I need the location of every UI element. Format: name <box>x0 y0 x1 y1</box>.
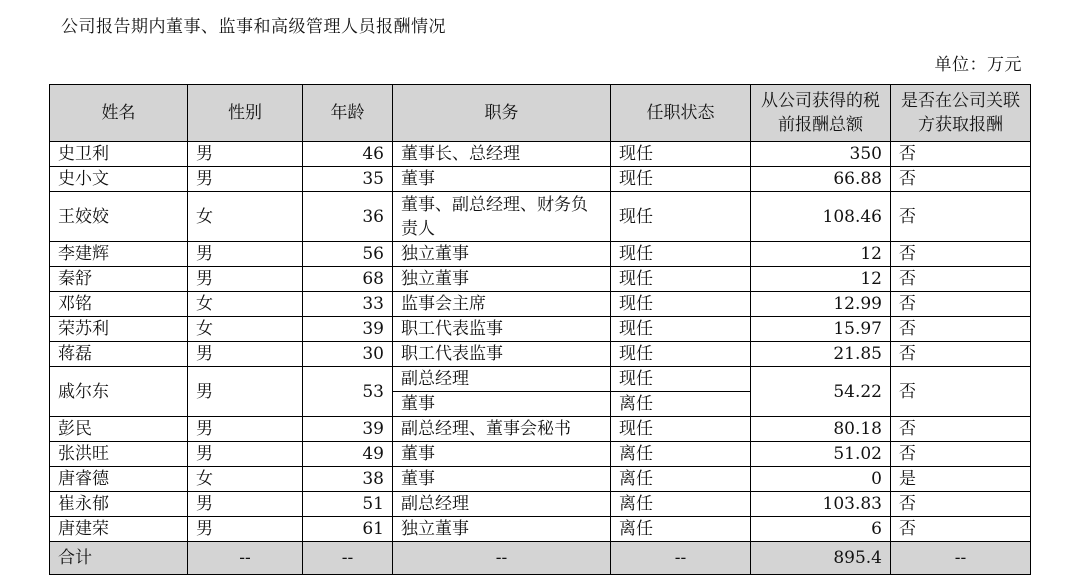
cell-pay: 108.46 <box>751 192 891 242</box>
table-row <box>50 192 1031 242</box>
cell-age: 68 <box>303 267 393 292</box>
total-pay: 895.4 <box>751 542 891 575</box>
cell-pay: 12 <box>751 242 891 267</box>
cell-position: 职工代表监事 <box>393 317 611 342</box>
cell-pay: 12.99 <box>751 292 891 317</box>
cell-name: 史小文 <box>50 167 188 192</box>
cell-status: 离任 <box>611 392 751 417</box>
cell-position: 监事会主席 <box>393 292 611 317</box>
cell-position: 董事 <box>393 392 611 417</box>
cell-related: 否 <box>891 292 1031 317</box>
cell-pay: 21.85 <box>751 342 891 367</box>
table-row <box>50 367 1031 392</box>
header-pay: 从公司获得的税前报酬总额 <box>751 85 891 142</box>
cell-age: 39 <box>303 317 393 342</box>
cell-related: 否 <box>891 167 1031 192</box>
cell-age: 30 <box>303 342 393 367</box>
cell-age: 49 <box>303 442 393 467</box>
cell-related: 否 <box>891 317 1031 342</box>
cell-status: 现任 <box>611 417 751 442</box>
table-header-row <box>50 85 1031 142</box>
cell-related: 否 <box>891 517 1031 542</box>
cell-position: 董事 <box>393 467 611 492</box>
cell-position: 独立董事 <box>393 242 611 267</box>
cell-name: 邓铭 <box>50 292 188 317</box>
total-gender: -- <box>188 542 303 575</box>
table-row <box>50 492 1031 517</box>
cell-status: 现任 <box>611 292 751 317</box>
cell-age: 38 <box>303 467 393 492</box>
cell-gender: 女 <box>188 317 303 342</box>
cell-status: 现任 <box>611 142 751 167</box>
cell-gender: 男 <box>188 142 303 167</box>
table-row <box>50 242 1031 267</box>
table-row <box>50 292 1031 317</box>
table-row <box>50 142 1031 167</box>
cell-related: 否 <box>891 417 1031 442</box>
cell-gender: 男 <box>188 442 303 467</box>
total-related: -- <box>891 542 1031 575</box>
total-status: -- <box>611 542 751 575</box>
cell-gender: 男 <box>188 242 303 267</box>
cell-pay: 15.97 <box>751 317 891 342</box>
table-row <box>50 317 1031 342</box>
cell-name: 蒋磊 <box>50 342 188 367</box>
cell-pay: 80.18 <box>751 417 891 442</box>
cell-status: 现任 <box>611 267 751 292</box>
table-row <box>50 442 1031 467</box>
cell-status: 离任 <box>611 442 751 467</box>
page-title: 公司报告期内董事、监事和高级管理人员报酬情况 <box>61 17 446 37</box>
cell-name: 唐睿德 <box>50 467 188 492</box>
cell-position: 董事长、总经理 <box>393 142 611 167</box>
cell-pay: 6 <box>751 517 891 542</box>
cell-age: 61 <box>303 517 393 542</box>
cell-status: 现任 <box>611 317 751 342</box>
total-position: -- <box>393 542 611 575</box>
cell-related: 否 <box>891 192 1031 242</box>
cell-name: 李建辉 <box>50 242 188 267</box>
cell-pay: 350 <box>751 142 891 167</box>
cell-name: 张洪旺 <box>50 442 188 467</box>
cell-age: 36 <box>303 192 393 242</box>
cell-age: 56 <box>303 242 393 267</box>
cell-name: 戚尔东 <box>50 367 188 417</box>
cell-related: 否 <box>891 142 1031 167</box>
cell-name: 彭民 <box>50 417 188 442</box>
total-label: 合计 <box>50 542 188 575</box>
cell-position: 董事、副总经理、财务负责人 <box>393 192 611 242</box>
cell-related: 是 <box>891 467 1031 492</box>
table-row <box>50 167 1031 192</box>
cell-gender: 男 <box>188 367 303 417</box>
cell-status: 现任 <box>611 242 751 267</box>
cell-gender: 男 <box>188 342 303 367</box>
cell-gender: 男 <box>188 417 303 442</box>
cell-pay: 12 <box>751 267 891 292</box>
cell-name: 王姣姣 <box>50 192 188 242</box>
cell-position: 独立董事 <box>393 517 611 542</box>
cell-status: 离任 <box>611 467 751 492</box>
cell-status: 现任 <box>611 367 751 392</box>
cell-gender: 男 <box>188 517 303 542</box>
cell-gender: 女 <box>188 292 303 317</box>
cell-age: 33 <box>303 292 393 317</box>
cell-gender: 女 <box>188 467 303 492</box>
table-row <box>50 417 1031 442</box>
header-status: 任职状态 <box>611 85 751 142</box>
cell-status: 现任 <box>611 342 751 367</box>
cell-position: 职工代表监事 <box>393 342 611 367</box>
cell-position: 董事 <box>393 167 611 192</box>
cell-gender: 男 <box>188 267 303 292</box>
cell-name: 秦舒 <box>50 267 188 292</box>
table-row <box>50 517 1031 542</box>
cell-related: 否 <box>891 442 1031 467</box>
table-row <box>50 267 1031 292</box>
cell-status: 现任 <box>611 167 751 192</box>
header-position: 职务 <box>393 85 611 142</box>
cell-gender: 男 <box>188 167 303 192</box>
cell-related: 否 <box>891 242 1031 267</box>
cell-age: 51 <box>303 492 393 517</box>
cell-position: 副总经理、董事会秘书 <box>393 417 611 442</box>
cell-pay: 0 <box>751 467 891 492</box>
cell-pay: 54.22 <box>751 367 891 417</box>
cell-name: 史卫利 <box>50 142 188 167</box>
cell-name: 崔永郁 <box>50 492 188 517</box>
cell-pay: 66.88 <box>751 167 891 192</box>
cell-gender: 男 <box>188 492 303 517</box>
cell-related: 否 <box>891 267 1031 292</box>
cell-pay: 51.02 <box>751 442 891 467</box>
cell-pay: 103.83 <box>751 492 891 517</box>
total-age: -- <box>303 542 393 575</box>
cell-position: 独立董事 <box>393 267 611 292</box>
table-row <box>50 467 1031 492</box>
cell-gender: 女 <box>188 192 303 242</box>
header-gender: 性别 <box>188 85 303 142</box>
cell-status: 离任 <box>611 517 751 542</box>
table-row <box>50 342 1031 367</box>
cell-name: 荣苏利 <box>50 317 188 342</box>
cell-age: 46 <box>303 142 393 167</box>
header-age: 年龄 <box>303 85 393 142</box>
cell-name: 唐建荣 <box>50 517 188 542</box>
cell-related: 否 <box>891 492 1031 517</box>
cell-position: 董事 <box>393 442 611 467</box>
cell-age: 53 <box>303 367 393 417</box>
header-name: 姓名 <box>50 85 188 142</box>
cell-related: 否 <box>891 367 1031 417</box>
compensation-table <box>49 84 1031 575</box>
unit-label: 单位：万元 <box>934 55 1022 75</box>
cell-position: 副总经理 <box>393 492 611 517</box>
cell-status: 现任 <box>611 192 751 242</box>
cell-status: 离任 <box>611 492 751 517</box>
cell-position: 副总经理 <box>393 367 611 392</box>
header-related: 是否在公司关联方获取报酬 <box>891 85 1031 142</box>
cell-related: 否 <box>891 342 1031 367</box>
cell-age: 39 <box>303 417 393 442</box>
table-total-row <box>50 542 1031 575</box>
cell-age: 35 <box>303 167 393 192</box>
